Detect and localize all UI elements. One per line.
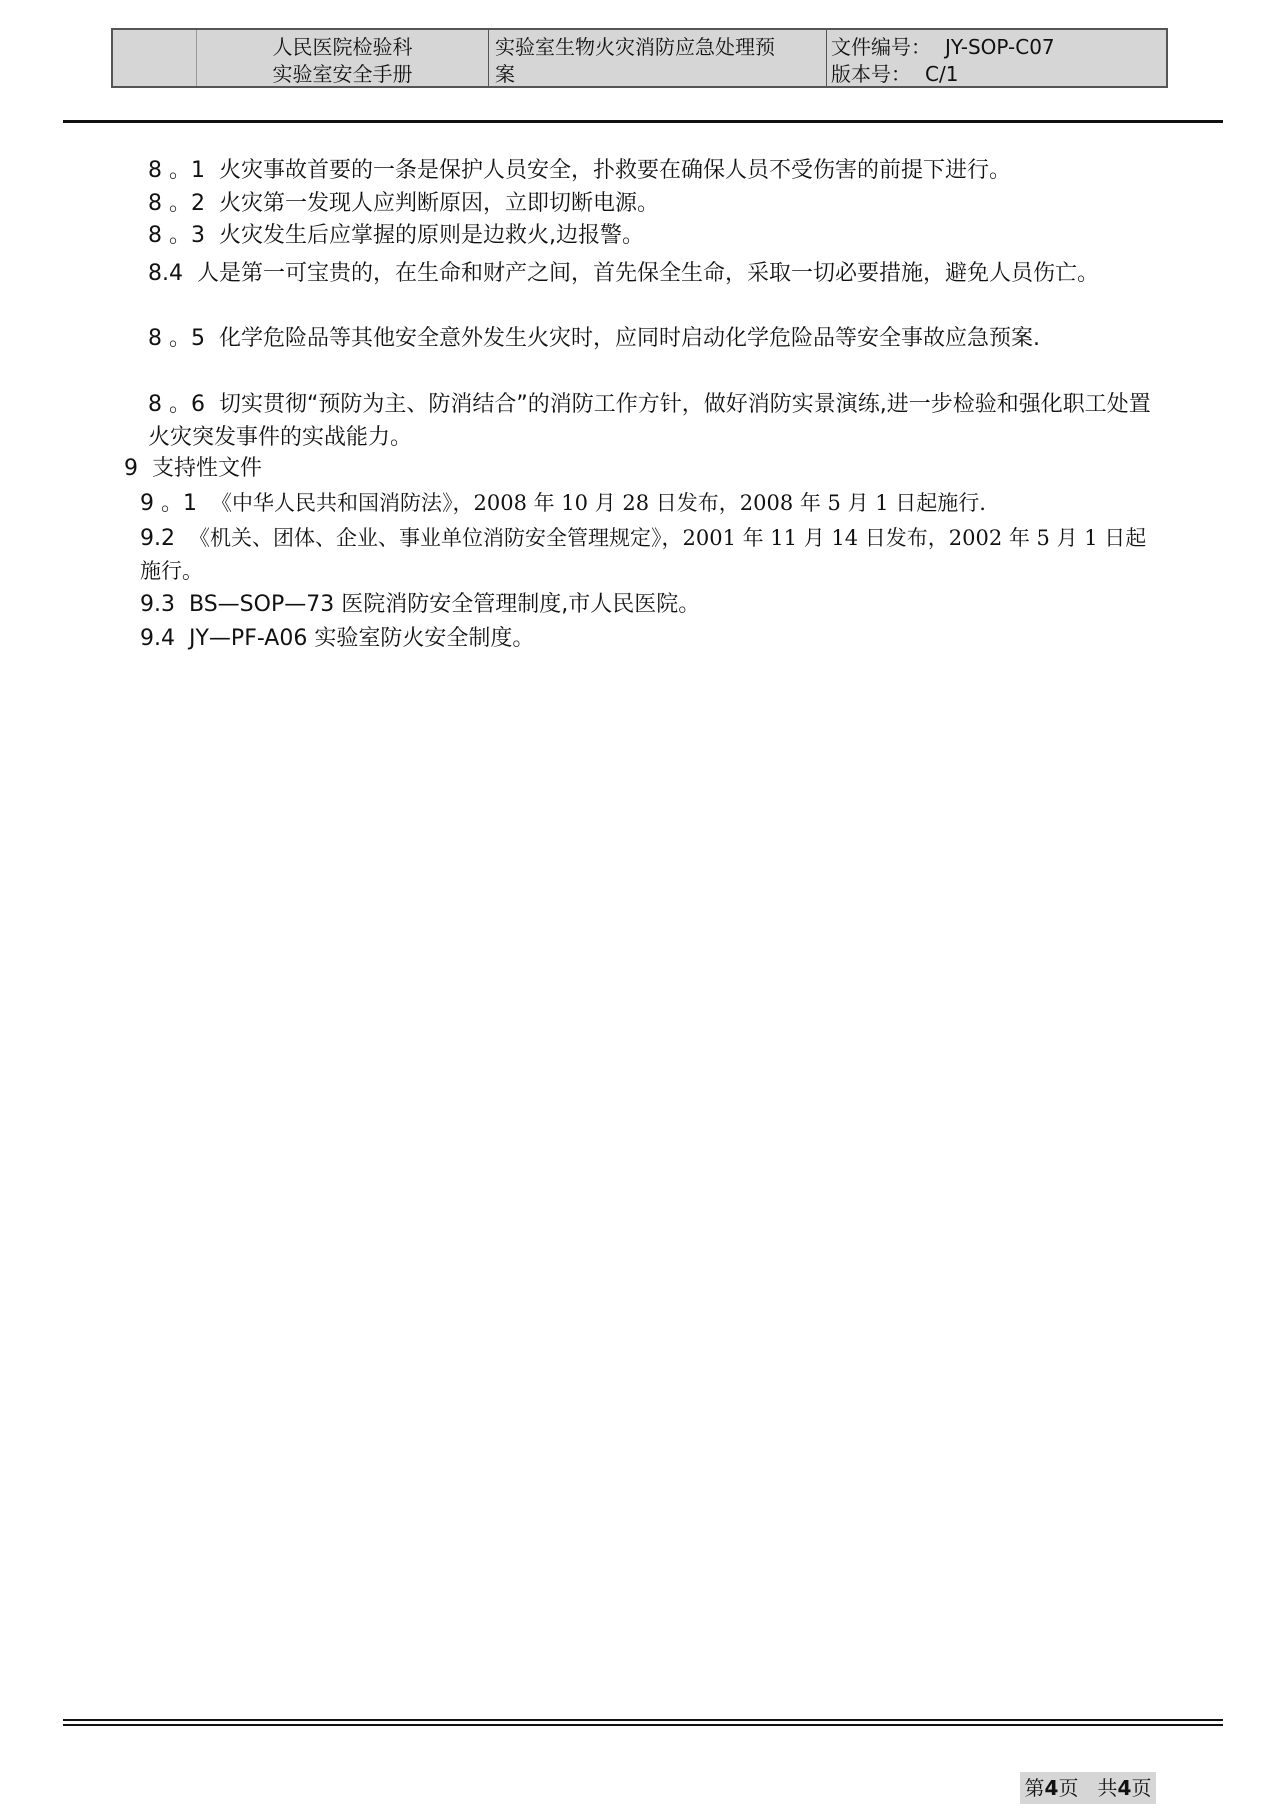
document-header-table <box>111 28 1168 88</box>
item-number: 9.3 <box>140 592 175 617</box>
doc-number-row <box>831 34 1166 61</box>
header-meta-cell <box>827 30 1166 86</box>
item-8-5 <box>148 322 1158 355</box>
item-number: 8 。6 <box>148 392 205 417</box>
total-suffix: 页 <box>1131 1776 1152 1800</box>
header-divider <box>63 120 1223 123</box>
header-title-line1: 实验室生物火灾消防应急处理预 <box>495 35 775 59</box>
item-text: 《中华人民共和国消防法》，2008 年 10 月 28 日发布，2008 年 5 月 1 日起施行. <box>211 491 986 515</box>
page-number <box>1020 1772 1156 1804</box>
version-row <box>831 61 1166 88</box>
section-9-heading <box>124 452 262 485</box>
total-prefix: 共 <box>1097 1776 1118 1800</box>
version-label: 版本号： <box>831 62 911 86</box>
header-title-cell <box>489 30 827 86</box>
item-text: 《机关、团体、企业、事业单位消防安全管理规定》，2001 年 11 月 14 日发布，2002 年 5 月 1 日起施行。 <box>140 526 1147 583</box>
header-blank-cell <box>113 30 197 86</box>
item-number: 8 。5 <box>148 326 205 351</box>
section-number: 9 <box>124 456 138 481</box>
footer-divider-upper <box>63 1719 1223 1721</box>
item-text: 火灾发生后应掌握的原则是边救火,边报警。 <box>219 223 644 248</box>
item-number: 8 。1 <box>148 158 205 183</box>
header-org-line1: 人民医院检验科 <box>272 35 413 59</box>
page-prefix: 第 <box>1024 1776 1045 1800</box>
item-text: BS—SOP—73 医院消防安全管理制度,市人民医院。 <box>189 592 701 617</box>
item-9-3 <box>140 588 700 621</box>
item-text: 人是第一可宝贵的，在生命和财产之间，首先保全生命，采取一切必要措施，避免人员伤亡。 <box>197 261 1100 286</box>
item-text: 火灾事故首要的一条是保护人员安全，扑救要在确保人员不受伤害的前提下进行。 <box>219 158 1012 183</box>
item-number: 8 。2 <box>148 191 205 216</box>
item-number: 9 。1 <box>140 491 197 516</box>
item-number: 8 。3 <box>148 223 205 248</box>
item-text: 切实贯彻“预防为主、防消结合”的消防工作方针，做好消防实景演练,进一步检验和强化职工处置火灾突发事件的实战能力。 <box>148 392 1151 450</box>
item-9-1 <box>140 487 986 520</box>
item-8-6 <box>148 388 1158 454</box>
doc-number-label: 文件编号： <box>831 35 931 59</box>
header-org-line2: 实验室安全手册 <box>272 62 413 86</box>
item-9-2 <box>140 522 1158 588</box>
footer-divider-lower <box>63 1724 1223 1726</box>
page-total: 4 <box>1117 1776 1132 1800</box>
item-text: JY—PF-A06 实验室防火安全制度。 <box>189 626 535 651</box>
item-8-4 <box>148 257 1158 290</box>
item-9-4 <box>140 622 534 655</box>
item-8-1 <box>148 154 1011 187</box>
doc-number-value: JY-SOP-C07 <box>945 35 1055 59</box>
item-number: 9.4 <box>140 626 175 651</box>
item-text: 化学危险品等其他安全意外发生火灾时，应同时启动化学危险品等安全事故应急预案. <box>219 326 1040 351</box>
section-title: 支持性文件 <box>152 456 263 481</box>
header-title-line2: 案 <box>495 62 515 86</box>
item-text: 火灾第一发现人应判断原因，立即切断电源。 <box>219 191 660 216</box>
version-value: C/1 <box>925 62 959 86</box>
header-org-cell <box>197 30 489 86</box>
item-number: 9.2 <box>140 526 175 551</box>
item-8-2 <box>148 187 659 220</box>
page-suffix: 页 <box>1058 1776 1079 1800</box>
page-current: 4 <box>1044 1776 1059 1800</box>
item-number: 8.4 <box>148 261 183 286</box>
item-8-3 <box>148 219 644 252</box>
